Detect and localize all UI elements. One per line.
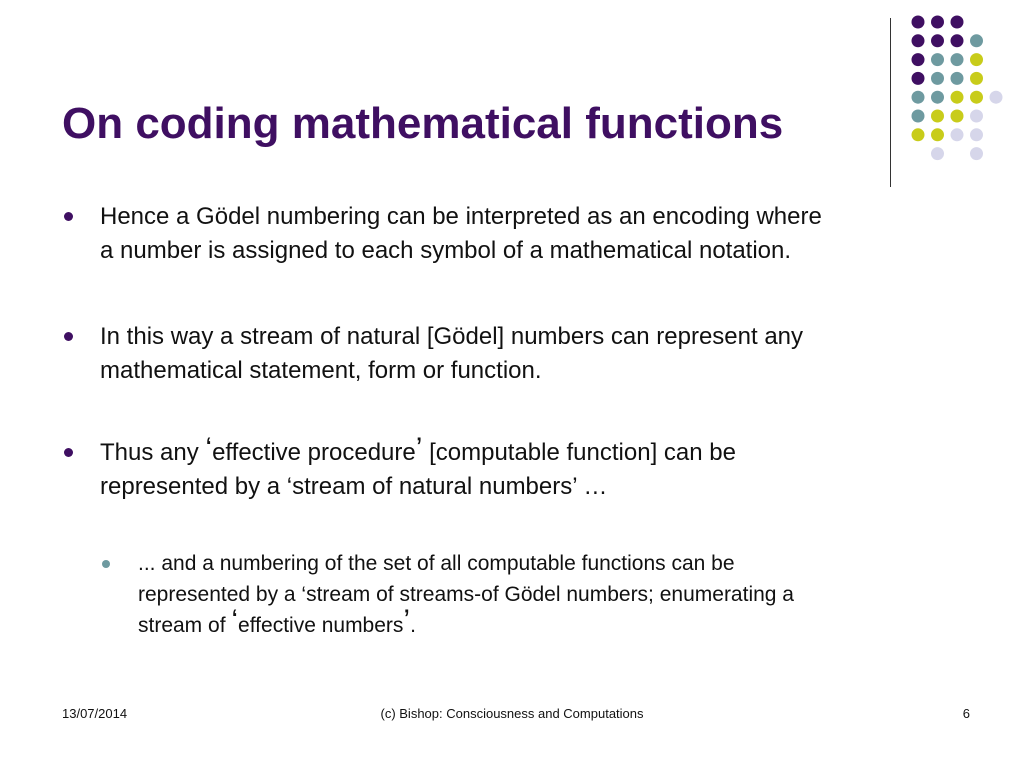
decorative-dot [951,72,964,85]
bullet-line: represented by a ‘stream of streams-of Gödel numbers; enumerating a [138,583,794,606]
decorative-dot [912,91,925,104]
decorative-dot [970,128,983,141]
decorative-dot [931,147,944,160]
decorative-dot [970,110,983,123]
decorative-dot [931,72,944,85]
text-run: . [410,614,416,637]
sub-bullet-marker [102,560,110,568]
decorative-dot [931,91,944,104]
decorative-dot [970,91,983,104]
bullet-text [100,320,970,388]
sub-bullet-text [138,548,968,641]
text-run: Thus any [100,439,206,466]
decorative-dot [931,110,944,123]
bullet-marker [64,448,73,457]
decorative-dot [970,147,983,160]
decorative-dot [951,128,964,141]
slide-number: 6 [962,706,970,721]
bullet-line: a number is assigned to each symbol of a mathematical notation. [100,237,792,264]
decorative-dot [931,128,944,141]
text-run: stream of [138,614,232,637]
decorative-dot [912,53,925,66]
decorative-dot [912,72,925,85]
open-quote: ‘ [231,604,239,637]
decorative-dot [970,53,983,66]
decorative-dot [970,72,983,85]
decorative-dot [951,34,964,47]
decorative-dot [951,16,964,29]
bullet-line: In this way a stream of natural [Gödel] numbers can represent any [100,323,804,350]
decorative-dot [951,110,964,123]
bullet-line [100,432,970,470]
bullet-line: represented by a ‘stream of natural numbers’ … [100,473,608,500]
bullet-line: mathematical statement, form or function. [100,357,542,384]
footer-center-text: (c) Bishop: Consciousness and Computations [380,706,644,721]
text-run: effective procedure [212,439,416,466]
bullet-line: ... and a numbering of the set of all computable functions can be [138,552,735,575]
text-run: effective numbers [238,614,404,637]
decorative-dot [970,34,983,47]
decorative-dot [912,34,925,47]
bullet-line: Hence a Gödel numbering can be interpreted as an encoding where [100,203,822,230]
close-quote: ’ [415,432,423,465]
bullet-text [100,200,970,268]
title-divider-line [890,18,891,187]
bullet-marker [64,332,73,341]
decorative-dot [990,91,1003,104]
decorative-dot [931,16,944,29]
decorative-dot [931,53,944,66]
decorative-dot [931,34,944,47]
slide-title: On coding mathematical functions [62,99,784,148]
decorative-dot [951,91,964,104]
decorative-dot [951,53,964,66]
close-quote: ’ [403,604,411,637]
decorative-dot [912,110,925,123]
decorative-dot [912,16,925,29]
decorative-dot [912,128,925,141]
footer-date: 13/07/2014 [62,706,128,721]
text-run: [computable function] can be [422,439,736,466]
open-quote: ‘ [205,432,213,465]
bullet-marker [64,212,73,221]
bullet-line [138,604,968,641]
bullet-text [100,432,970,504]
